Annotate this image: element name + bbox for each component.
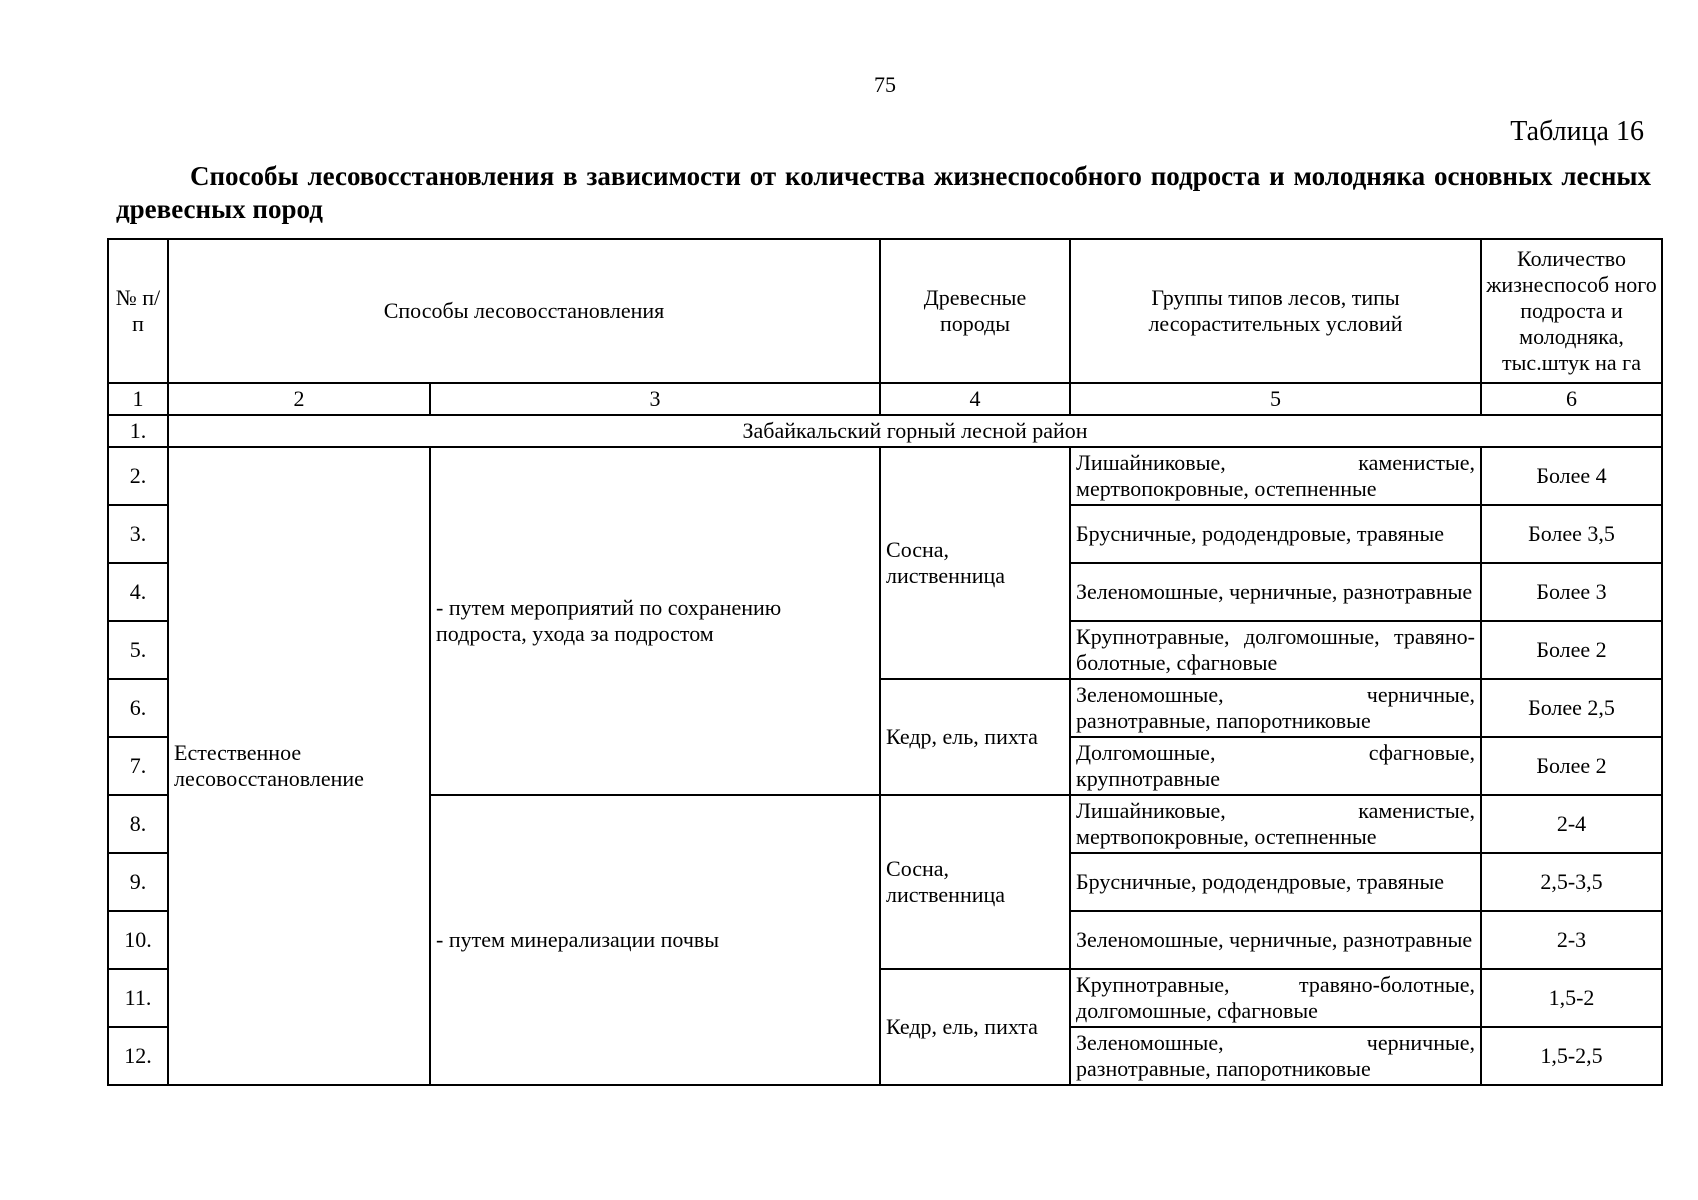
- column-number: 6: [1481, 383, 1662, 415]
- forest-groups: Лишайниковые, каменистые, мертвопокровные, остепненные: [1070, 795, 1481, 853]
- row-number: 8.: [108, 795, 168, 853]
- row-number: 4.: [108, 563, 168, 621]
- quantity-value: Более 2: [1481, 737, 1662, 795]
- table-row: [108, 447, 1662, 505]
- forest-groups: Крупнотравные, травяно-болотные, долгомошные, сфагновые: [1070, 969, 1481, 1027]
- forest-groups: Зеленомошные, черничные, разнотравные, папоротниковые: [1070, 679, 1481, 737]
- column-number: 1: [108, 383, 168, 415]
- forest-groups: Брусничные, рододендровые, травяные: [1070, 853, 1481, 911]
- column-number: 4: [880, 383, 1070, 415]
- row-number: 7.: [108, 737, 168, 795]
- table-label: Таблица 16: [1510, 116, 1644, 147]
- forest-groups: Зеленомошные, черничные, разнотравные: [1070, 563, 1481, 621]
- submethod-mineralization: - путем минерализации почвы: [430, 795, 880, 1085]
- forest-groups: Лишайниковые, каменистые, мертвопокровные, остепненные: [1070, 447, 1481, 505]
- row-number: 1.: [108, 415, 168, 447]
- column-number: 3: [430, 383, 880, 415]
- row-number: 10.: [108, 911, 168, 969]
- column-number-row: [108, 383, 1662, 415]
- column-number: 2: [168, 383, 430, 415]
- header-quantity: Количество жизнеспособ ного подроста и молодняка, тыс.штук на га: [1481, 239, 1662, 383]
- row-number: 9.: [108, 853, 168, 911]
- region-row: [108, 415, 1662, 447]
- species-pine-larch: Сосна, лиственница: [880, 447, 1070, 679]
- forest-restoration-table: [107, 238, 1663, 1086]
- header-species: Древесные породы: [880, 239, 1070, 383]
- row-number: 6.: [108, 679, 168, 737]
- quantity-value: Более 4: [1481, 447, 1662, 505]
- row-number: 12.: [108, 1027, 168, 1085]
- quantity-value: 1,5-2,5: [1481, 1027, 1662, 1085]
- page-number: 75: [874, 72, 896, 97]
- column-number: 5: [1070, 383, 1481, 415]
- method-main: Естественное лесовосстановление: [168, 447, 430, 1085]
- row-number: 5.: [108, 621, 168, 679]
- quantity-value: 2-3: [1481, 911, 1662, 969]
- quantity-value: Более 3: [1481, 563, 1662, 621]
- forest-groups: Крупнотравные, долгомошные, травяно-болотные, сфагновые: [1070, 621, 1481, 679]
- quantity-value: 2-4: [1481, 795, 1662, 853]
- quantity-value: Более 2: [1481, 621, 1662, 679]
- row-number: 2.: [108, 447, 168, 505]
- quantity-value: 2,5-3,5: [1481, 853, 1662, 911]
- header-methods: Способы лесовосстановления: [168, 239, 880, 383]
- quantity-value: Более 3,5: [1481, 505, 1662, 563]
- table-title: Способы лесовосстановления в зависимости от количества жизнеспособного подроста и молодняка основных лесных древесных пород: [116, 161, 1651, 224]
- region-name: Забайкальский горный лесной район: [168, 415, 1662, 447]
- forest-groups: Зеленомошные, черничные, разнотравные, папоротниковые: [1070, 1027, 1481, 1085]
- quantity-value: 1,5-2: [1481, 969, 1662, 1027]
- species-cedar-spruce-fir: Кедр, ель, пихта: [880, 969, 1070, 1085]
- forest-groups: Зеленомошные, черничные, разнотравные: [1070, 911, 1481, 969]
- header-forest-groups: Группы типов лесов, типы лесорастительных условий: [1070, 239, 1481, 383]
- header-row: [108, 239, 1662, 383]
- species-pine-larch: Сосна, лиственница: [880, 795, 1070, 969]
- quantity-value: Более 2,5: [1481, 679, 1662, 737]
- header-number: № п/п: [108, 239, 168, 383]
- submethod-preservation: - путем мероприятий по сохранению подроста, ухода за подростом: [430, 447, 880, 795]
- species-cedar-spruce-fir: Кедр, ель, пихта: [880, 679, 1070, 795]
- row-number: 11.: [108, 969, 168, 1027]
- forest-groups: Брусничные, рододендровые, травяные: [1070, 505, 1481, 563]
- row-number: 3.: [108, 505, 168, 563]
- forest-groups: Долгомошные, сфагновые, крупнотравные: [1070, 737, 1481, 795]
